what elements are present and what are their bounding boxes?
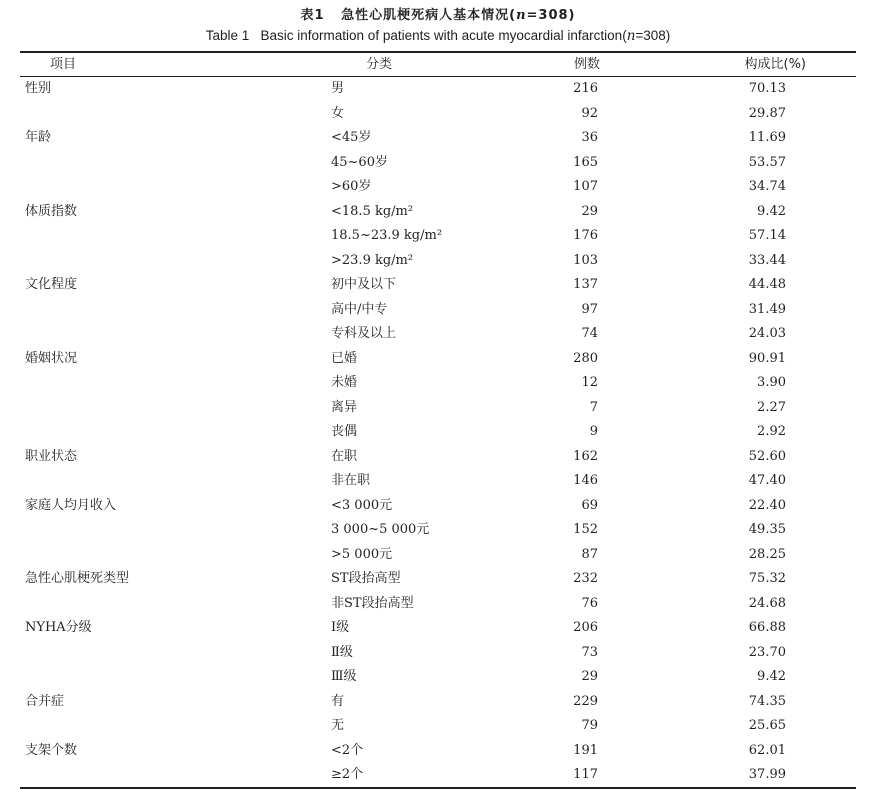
row-category: 男 <box>331 81 345 96</box>
row-count: 137 <box>573 277 598 292</box>
header-item: 项目 <box>50 57 77 72</box>
table-row <box>0 543 876 568</box>
row-percent: 24.68 <box>748 595 786 611</box>
table-row <box>0 567 876 592</box>
row-count: 206 <box>573 620 598 635</box>
table-row <box>0 77 876 102</box>
row-count: 29 <box>581 669 598 684</box>
row-percent: 9.42 <box>757 203 786 219</box>
row-item: NYHA分级 <box>25 620 92 635</box>
row-count: 36 <box>581 130 598 145</box>
row-percent: 33.44 <box>748 252 786 268</box>
table-bottom-rule <box>20 787 856 789</box>
row-category: ≥2个 <box>331 767 364 782</box>
row-percent: 57.14 <box>748 228 786 243</box>
row-item: 急性心肌梗死类型 <box>25 571 130 586</box>
row-percent: 62.01 <box>748 742 786 758</box>
row-percent: 3.90 <box>757 375 786 390</box>
header-percent: 构成比(%) <box>744 57 806 72</box>
row-percent: 74.35 <box>748 693 786 709</box>
row-percent: 2.92 <box>757 424 786 439</box>
caption-en-n: n <box>626 28 636 44</box>
row-percent: 75.32 <box>748 571 786 586</box>
row-item: 年龄 <box>25 130 52 145</box>
row-category: Ⅰ级 <box>331 620 350 635</box>
table-caption-cn <box>0 4 876 23</box>
table-row <box>0 616 876 641</box>
caption-cn-eq: =308) <box>526 8 576 23</box>
row-percent: 29.87 <box>748 105 786 121</box>
row-item: 文化程度 <box>25 277 78 292</box>
row-count: 9 <box>589 424 598 439</box>
row-count: 76 <box>581 595 598 611</box>
row-count: 69 <box>581 497 598 513</box>
table-row <box>0 200 876 225</box>
row-count: 165 <box>573 154 598 170</box>
row-count: 107 <box>573 179 598 194</box>
row-category: 女 <box>331 105 345 121</box>
table-row <box>0 347 876 372</box>
row-percent: 52.60 <box>748 448 786 464</box>
table-row <box>0 518 876 543</box>
row-category: <3 000元 <box>331 497 393 513</box>
header-category: 分类 <box>366 57 393 72</box>
row-count: 97 <box>581 301 598 317</box>
table-row <box>0 396 876 421</box>
row-count: 103 <box>573 252 598 268</box>
row-count: 176 <box>573 228 598 243</box>
row-category: 有 <box>331 693 345 709</box>
caption-en-eq: =308) <box>635 28 671 43</box>
table-row <box>0 592 876 617</box>
row-count: 117 <box>573 767 598 782</box>
row-count: 216 <box>573 81 598 96</box>
table-row <box>0 273 876 298</box>
caption-cn-title: 急性心肌梗死病人基本情况( <box>341 8 517 23</box>
row-category: Ⅲ级 <box>331 669 357 684</box>
table-row <box>0 371 876 396</box>
row-percent: 2.27 <box>757 399 786 415</box>
row-count: 79 <box>581 718 598 733</box>
header-count: 例数 <box>573 57 600 72</box>
row-percent: 49.35 <box>748 522 786 537</box>
row-category: 在职 <box>331 448 358 464</box>
row-category: 非在职 <box>331 473 371 488</box>
row-percent: 23.70 <box>748 644 786 660</box>
row-category: <18.5 kg/m² <box>331 203 414 219</box>
row-percent: 44.48 <box>748 277 786 292</box>
row-category: 已婚 <box>331 350 358 366</box>
row-category: 3 000~5 000元 <box>331 522 430 537</box>
row-percent: 28.25 <box>748 546 786 562</box>
table-row <box>0 665 876 690</box>
row-item: 性别 <box>25 81 52 96</box>
row-category: >23.9 kg/m² <box>331 252 414 268</box>
row-item: 婚姻状况 <box>25 350 78 366</box>
row-percent: 11.69 <box>748 130 786 145</box>
table-row <box>0 494 876 519</box>
table-row <box>0 690 876 715</box>
row-count: 152 <box>573 522 598 537</box>
row-item: 支架个数 <box>25 742 78 758</box>
row-percent: 31.49 <box>748 301 786 317</box>
row-count: 92 <box>581 105 598 121</box>
table-row <box>0 763 876 788</box>
row-count: 162 <box>573 448 598 464</box>
row-category: ST段抬高型 <box>331 571 401 586</box>
caption-en-label: Table 1 <box>205 28 250 43</box>
row-count: 12 <box>581 375 598 390</box>
row-count: 7 <box>589 399 598 415</box>
caption-en-title: Basic information of patients with acute myocardial infarction( <box>260 28 627 43</box>
row-count: 229 <box>573 693 598 709</box>
row-count: 74 <box>581 326 598 341</box>
row-count: 232 <box>573 571 598 586</box>
table-row <box>0 224 876 249</box>
row-count: 146 <box>573 473 598 488</box>
table-row <box>0 151 876 176</box>
row-count: 280 <box>573 350 598 366</box>
row-category: <45岁 <box>331 130 372 145</box>
row-count: 87 <box>581 546 598 562</box>
row-item: 合并症 <box>25 693 65 709</box>
row-category: 初中及以下 <box>331 277 397 292</box>
table-row <box>0 175 876 200</box>
row-count: 73 <box>581 644 598 660</box>
row-category: 未婚 <box>331 375 358 390</box>
row-percent: 66.88 <box>748 620 786 635</box>
row-percent: 53.57 <box>748 154 786 170</box>
row-item: 体质指数 <box>25 203 78 219</box>
table-row <box>0 102 876 127</box>
row-category: 离异 <box>331 399 358 415</box>
table-row <box>0 298 876 323</box>
table-row <box>0 322 876 347</box>
row-category: 专科及以上 <box>331 326 397 341</box>
row-item: 家庭人均月收入 <box>25 497 117 513</box>
table-row <box>0 420 876 445</box>
row-count: 29 <box>581 203 598 219</box>
row-percent: 70.13 <box>748 81 786 96</box>
row-percent: 90.91 <box>748 350 786 366</box>
row-category: Ⅱ级 <box>331 644 353 660</box>
table-row <box>0 469 876 494</box>
row-category: 高中/中专 <box>331 301 388 317</box>
row-percent: 9.42 <box>757 669 786 684</box>
row-item: 职业状态 <box>25 448 78 464</box>
row-percent: 37.99 <box>748 767 786 782</box>
row-percent: 24.03 <box>748 326 786 341</box>
row-category: >5 000元 <box>331 546 393 562</box>
row-percent: 34.74 <box>748 179 786 194</box>
table-caption-en <box>0 28 876 44</box>
table-row <box>0 714 876 739</box>
table-row <box>0 641 876 666</box>
caption-cn-n: n <box>516 8 527 23</box>
row-category: 非ST段抬高型 <box>331 595 414 611</box>
table-row <box>0 126 876 151</box>
row-category: 18.5~23.9 kg/m² <box>331 228 443 243</box>
table-row <box>0 739 876 764</box>
table-row <box>0 249 876 274</box>
caption-cn-label: 表1 <box>300 8 325 23</box>
table-header-row <box>0 53 876 78</box>
table-row <box>0 445 876 470</box>
row-percent: 47.40 <box>748 473 786 488</box>
row-category: <2个 <box>331 742 364 758</box>
row-category: >60岁 <box>331 179 372 194</box>
row-category: 丧偶 <box>331 424 358 439</box>
row-category: 无 <box>331 718 345 733</box>
row-category: 45~60岁 <box>331 154 388 170</box>
row-percent: 25.65 <box>748 718 786 733</box>
row-percent: 22.40 <box>748 497 786 513</box>
row-count: 191 <box>573 742 598 758</box>
